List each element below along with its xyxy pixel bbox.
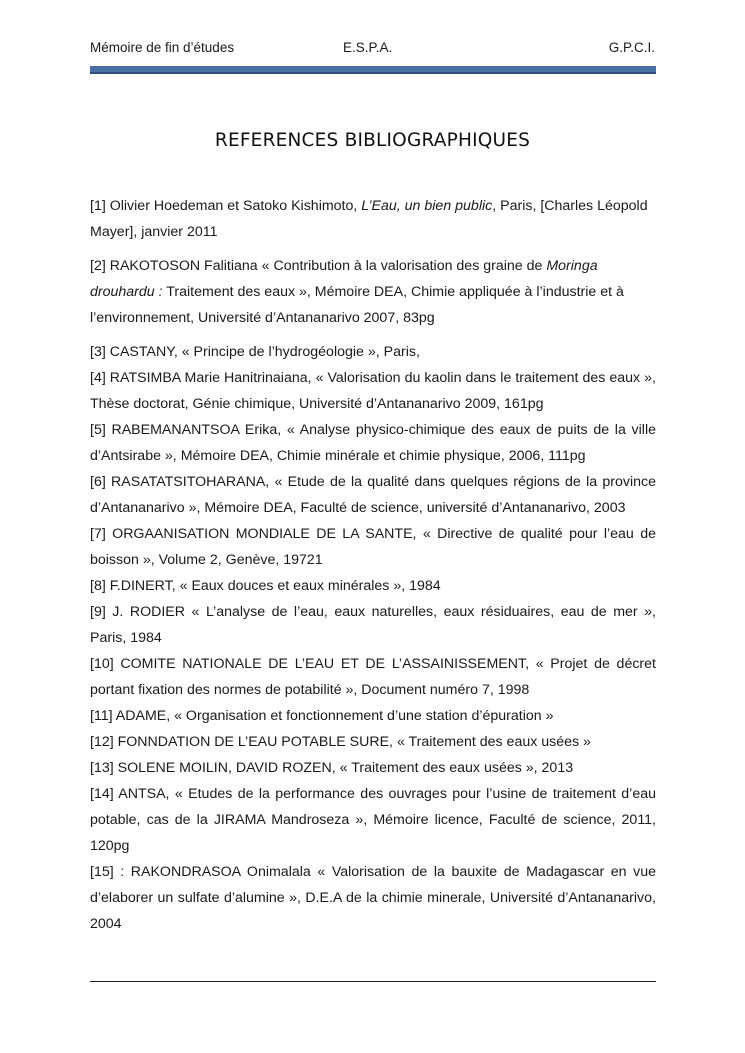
header-thesis-label: Mémoire de fin d’études [90,40,235,55]
page-title: REFERENCES BIBLIOGRAPHIQUES [214,130,531,151]
reference-item: [3] CASTANY, « Principe de l’hydrogéologie », Paris, [90,344,420,360]
page-header [90,40,655,64]
reference-item: [11] ADAME, « Organisation et fonctionnement d’une station d’épuration » [90,708,554,724]
reference-item: [9] J. RODIER « L’analyse de l’eau, eaux naturelles, eaux résiduaires, eau de mer », Paris, 1984 [90,604,656,646]
footer-rule [90,981,656,982]
reference-item: [15] : RAKONDRASOA Onimalala « Valorisation de la bauxite de Madagascar en vue d’elaborer un sulfate d’alumine », D.E.A de la chimie minerale, Université d’Antananarivo, 2004 [90,864,656,932]
header-department-label: G.P.C.I. [608,40,655,55]
header-bar [90,66,656,74]
reference-item: [4] RATSIMBA Marie Hanitrinaiana, « Valorisation du kaolin dans le traitement des eaux », Thèse doctorat, Génie chimique, Université d’Antananarivo 2009, 161pg [90,370,656,412]
reference-item: [5] RABEMANANTSOA Erika, « Analyse physico-chimique des eaux de puits de la ville d’Antsirabe », Mémoire DEA, Chimie minérale et chimie physique, 2006, 111pg [90,422,656,464]
reference-item: [7] ORGAANISATION MONDIALE DE LA SANTE, « Directive de qualité pour l’eau de boisson », Volume 2, Genève, 19721 [90,526,656,568]
header-school-label: E.S.P.A. [343,40,393,55]
reference-item: [12] FONNDATION DE L’EAU POTABLE SURE, « Traitement des eaux usées » [90,734,591,750]
reference-item: [2] RAKOTOSON Falitiana « Contribution à la valorisation des graine de Moringa drouhardu : Traitement des eaux », Mémoire DEA, Chimie appliquée à l’industrie et à l’environnement, Université d’Antananarivo 2007, 83pg [90,258,624,326]
reference-item: [6] RASATATSITOHARANA, « Etude de la qualité dans quelques régions de la province d’Antananarivo », Mémoire DEA, Faculté de science, université d’Antananarivo, 2003 [90,474,656,516]
reference-item: [10] COMITE NATIONALE DE L’EAU ET DE L’ASSAINISSEMENT, « Projet de décret portant fixation des normes de potabilité », Document numéro 7, 1998 [90,656,656,698]
reference-item: [8] F.DINERT, « Eaux douces et eaux minérales », 1984 [90,578,441,594]
reference-item: [13] SOLENE MOILIN, DAVID ROZEN, « Traitement des eaux usées », 2013 [90,760,574,776]
reference-item: [1] Olivier Hoedeman et Satoko Kishimoto, L’Eau, un bien public, Paris, [Charles Léopold Mayer], janvier 2011 [90,198,648,240]
reference-list [90,193,656,937]
reference-item: [14] ANTSA, « Etudes de la performance des ouvrages pour l’usine de traitement d’eau potable, cas de la JIRAMA Mandroseza », Mémoire licence, Faculté de science, 2011, 120pg [90,786,656,854]
